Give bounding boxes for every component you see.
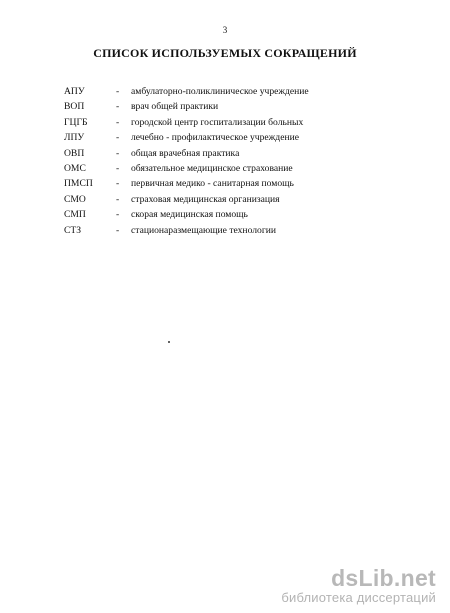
abbreviation-term: ГЦГБ — [64, 116, 88, 128]
abbreviation-row — [64, 84, 404, 99]
abbreviation-term: АПУ — [64, 86, 85, 97]
abbreviation-definition: амбулаторно-поликлиническое учреждение — [131, 86, 309, 97]
abbreviation-dash: - — [116, 209, 120, 221]
abbreviation-dash: - — [116, 147, 120, 159]
stray-mark — [168, 341, 170, 343]
abbreviation-dash: - — [116, 132, 120, 144]
watermark-logo-tld: .net — [393, 565, 436, 591]
abbreviation-definition: городской центр госпитализации больных — [131, 116, 304, 128]
abbreviation-list — [64, 84, 404, 238]
watermark-logo — [281, 566, 436, 590]
abbreviation-dash: - — [116, 101, 120, 113]
abbreviation-definition: лечебно - профилактическое учреждение — [131, 132, 299, 144]
abbreviation-row — [64, 192, 404, 207]
abbreviation-definition: врач общей практики — [131, 101, 219, 113]
abbreviation-row — [64, 99, 404, 114]
abbreviation-dash: - — [116, 178, 120, 190]
abbreviation-term: ВОП — [64, 101, 85, 113]
abbreviation-term: ЛПУ — [64, 132, 85, 144]
abbreviation-term: СМО — [64, 193, 86, 205]
abbreviation-term: СТЗ — [64, 224, 82, 236]
abbreviation-dash: - — [116, 116, 120, 128]
page-title: СПИСОК ИСПОЛЬЗУЕМЫХ СОКРАЩЕНИЙ — [93, 46, 357, 60]
abbreviation-row — [64, 161, 404, 176]
abbreviation-dash: - — [116, 193, 120, 205]
page-number: 3 — [222, 25, 228, 35]
watermark-logo-main: dsLib — [331, 565, 394, 591]
abbreviation-row — [64, 146, 404, 161]
abbreviation-row — [64, 223, 404, 238]
abbreviation-definition: общая врачебная практика — [131, 147, 240, 159]
watermark — [281, 566, 436, 605]
abbreviation-dash: - — [116, 162, 120, 174]
abbreviation-row — [64, 207, 404, 222]
abbreviation-term: ОМС — [64, 162, 86, 174]
abbreviation-dash: - — [116, 224, 120, 236]
watermark-subtitle: библиотека диссертаций — [281, 590, 436, 605]
abbreviation-term: СМП — [64, 209, 86, 221]
abbreviation-dash: - — [116, 86, 120, 97]
abbreviation-row — [64, 115, 404, 130]
abbreviation-row — [64, 176, 404, 191]
abbreviation-definition: стационаразмещающие технологии — [131, 224, 277, 236]
abbreviation-definition: скорая медицинская помощь — [131, 209, 248, 221]
abbreviation-row — [64, 130, 404, 145]
abbreviation-definition: страховая медицинская организация — [131, 193, 280, 205]
abbreviation-term: ОВП — [64, 147, 85, 159]
abbreviation-definition: первичная медико - санитарная помощь — [131, 178, 294, 190]
abbreviation-definition: обязательное медицинское страхование — [131, 162, 293, 174]
abbreviation-term: ПМСП — [64, 178, 93, 190]
